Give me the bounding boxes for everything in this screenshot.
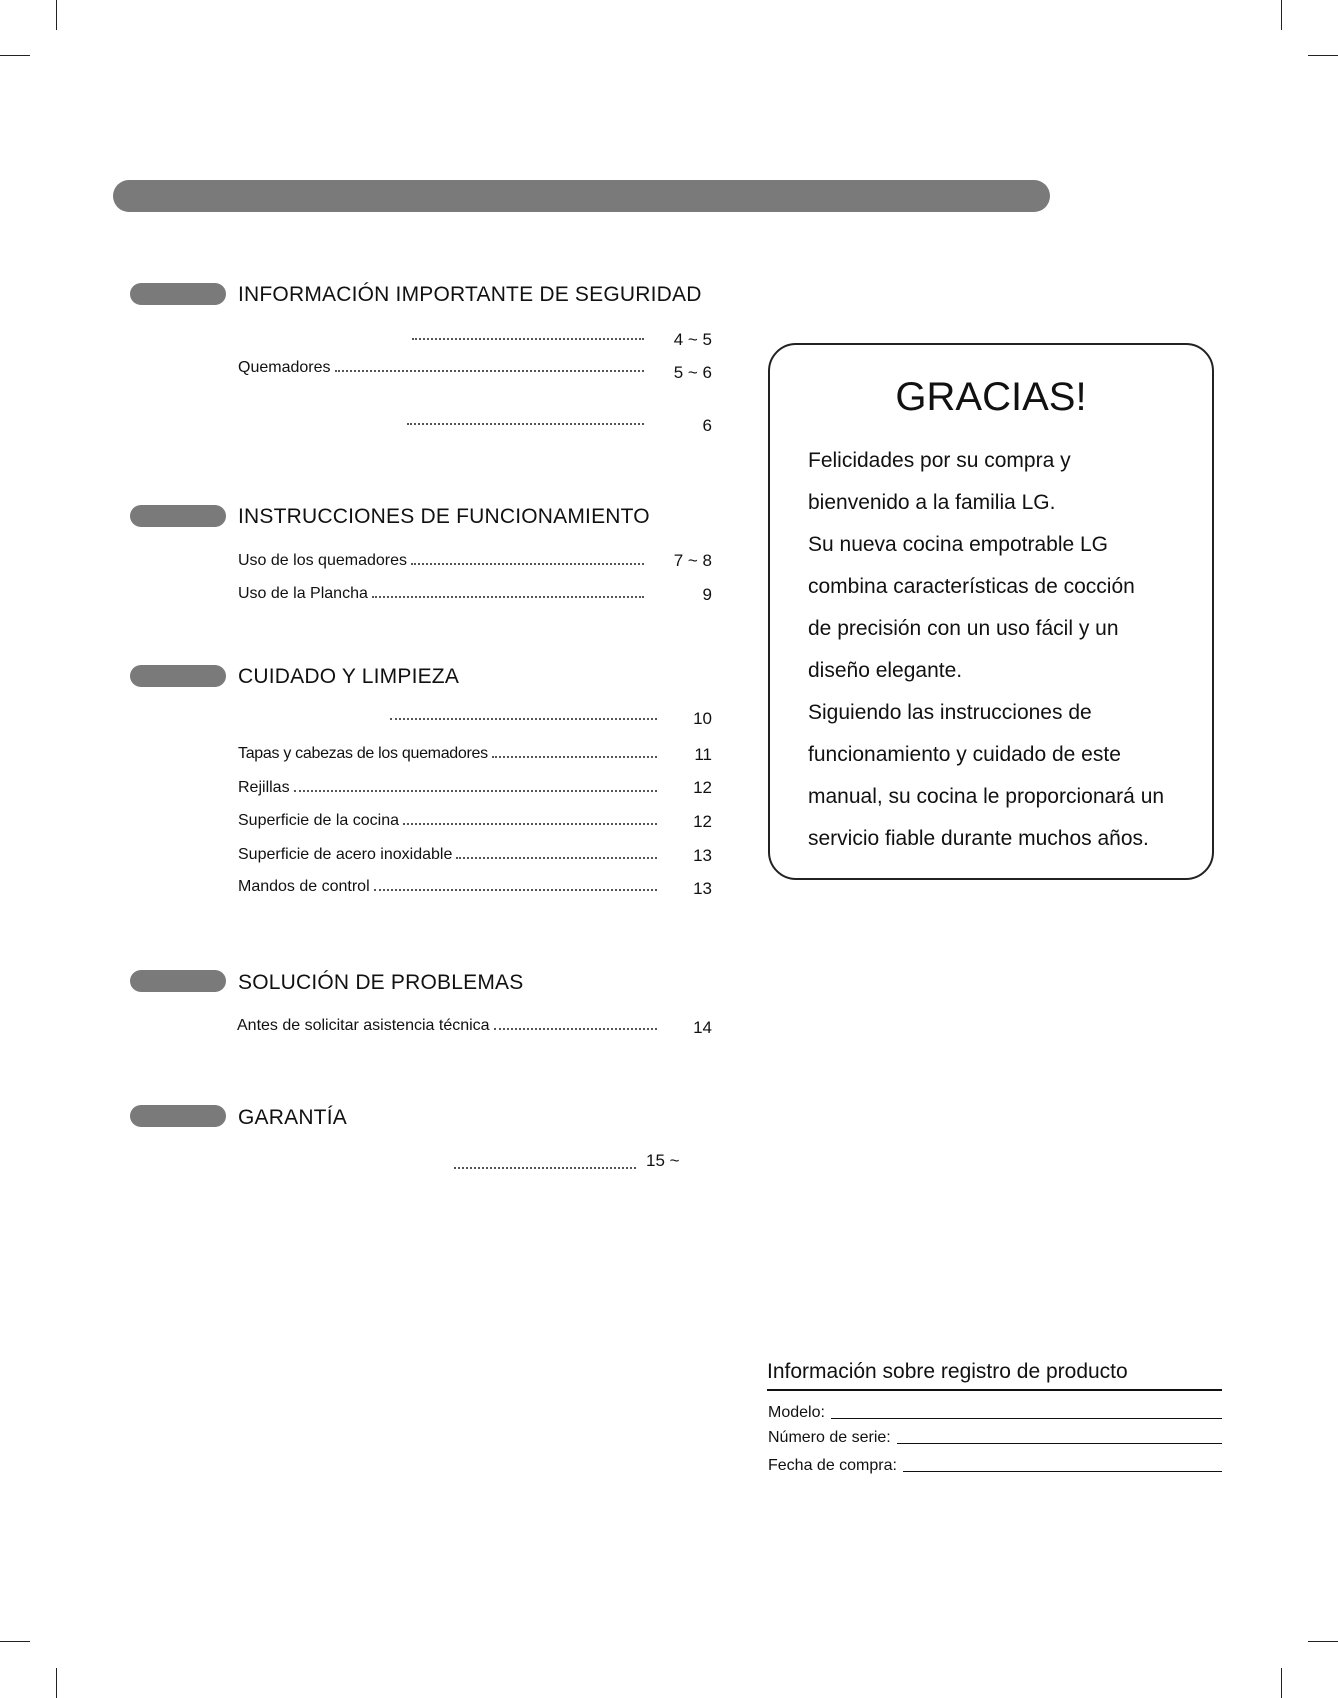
toc-leader [407,423,644,425]
toc-leader [390,718,657,720]
toc-page-number: 11 [694,745,712,764]
toc-page-number: 10 [693,709,712,728]
toc-entry-label: Superficie de acero inoxidable [238,846,453,863]
toc-entry[interactable] [238,355,648,377]
crop-mark [56,0,57,30]
crop-mark [0,55,30,56]
toc-page-number: 12 [693,778,712,797]
toc-entry[interactable] [238,408,648,430]
section-title: INFORMACIÓN IMPORTANTE DE SEGURIDAD [238,283,702,306]
section-title: SOLUCIÓN DE PROBLEMAS [238,971,524,994]
toc-entry[interactable] [238,874,661,896]
purchase-date-label: Fecha de compra: [768,1457,897,1474]
toc-entry-label: Rejillas [238,779,290,796]
toc-leader [411,563,644,565]
registration-divider [767,1389,1222,1391]
thanks-line: servicio fiable durante muchos años. [808,827,1149,850]
header-bar [113,180,1050,212]
crop-mark [1281,1668,1282,1698]
toc-entry-label: Uso de la Plancha [238,585,368,602]
toc-page-number: 14 [693,1018,712,1037]
purchase-date-field[interactable] [768,1457,1222,1475]
thanks-line: combina características de cocción [808,575,1135,598]
toc-leader [335,370,645,372]
thanks-title: GRACIAS! [895,375,1087,419]
toc-page-number: 15 ~ [646,1151,680,1170]
toc-entry[interactable] [238,842,661,864]
crop-mark [56,1668,57,1698]
serial-number-field[interactable] [768,1429,1222,1447]
toc-entry-label: Mandos de control [238,878,370,895]
toc-leader [294,790,657,792]
toc-page-number: 13 [693,879,712,898]
thanks-line: Felicidades por su compra y [808,449,1071,472]
toc-entry[interactable] [237,1013,661,1035]
toc-leader [454,1167,636,1169]
thanks-box [768,343,1214,880]
toc-page-number: 9 [702,585,712,604]
section-marker [130,1105,226,1127]
section-marker [130,970,226,992]
thanks-line: diseño elegante. [808,659,963,682]
section-title: CUIDADO Y LIMPIEZA [238,665,460,688]
toc-page-number: 4 ~ 5 [673,330,712,349]
thanks-line: de precisión con un uso fácil y un [808,617,1119,640]
toc-entry[interactable] [450,1152,640,1174]
thanks-line: bienvenido a la familia LG. [808,491,1056,514]
thanks-line: Su nueva cocina empotrable LG [808,533,1109,556]
section-marker [130,665,226,687]
toc-entry-label: Quemadores [238,359,331,376]
toc-leader [412,338,644,340]
model-field[interactable] [768,1404,1222,1422]
purchase-date-write-line[interactable] [903,1471,1222,1472]
model-write-line[interactable] [831,1418,1222,1419]
toc-leader [374,889,657,891]
registration-title: Información sobre registro de producto [767,1360,1128,1383]
toc-entry[interactable] [238,548,648,570]
toc-entry-label: Superficie de la cocina [238,812,399,829]
crop-mark [1308,1641,1338,1642]
serial-number-label: Número de serie: [768,1429,891,1446]
toc-leader [494,1028,657,1030]
toc-entry[interactable] [238,703,661,725]
section-marker [130,283,226,305]
thanks-line: manual, su cocina le proporcionará un [808,785,1165,808]
toc-entry[interactable] [238,741,661,763]
toc-page-number: 5 ~ 6 [673,363,712,382]
thanks-line: funcionamiento y cuidado de este [808,743,1121,766]
crop-mark [1308,55,1338,56]
section-marker [130,505,226,527]
toc-entry[interactable] [238,775,661,797]
toc-page-number: 12 [693,812,712,831]
model-label: Modelo: [768,1404,825,1421]
toc-entry[interactable] [238,323,648,345]
toc-entry[interactable] [238,581,648,603]
crop-mark [0,1641,30,1642]
toc-leader [492,756,657,758]
toc-leader [403,823,657,825]
toc-page-number: 6 [702,416,712,435]
toc-page-number: 13 [693,846,712,865]
toc-entry-label: Uso de los quemadores [238,552,407,569]
section-title: INSTRUCCIONES DE FUNCIONAMIENTO [238,505,650,528]
toc-entry[interactable] [238,808,661,830]
toc-entry-label: Antes de solicitar asistencia técnica [237,1017,490,1034]
toc-leader [456,857,657,859]
serial-number-write-line[interactable] [897,1443,1222,1444]
thanks-message [808,440,1208,860]
crop-mark [1281,0,1282,30]
section-title: GARANTÍA [238,1106,347,1129]
toc-page-number: 7 ~ 8 [673,551,712,570]
toc-leader [372,596,644,598]
thanks-line: Siguiendo las instrucciones de [808,701,1092,724]
toc-entry-label: Tapas y cabezas de los quemadores [238,745,488,762]
